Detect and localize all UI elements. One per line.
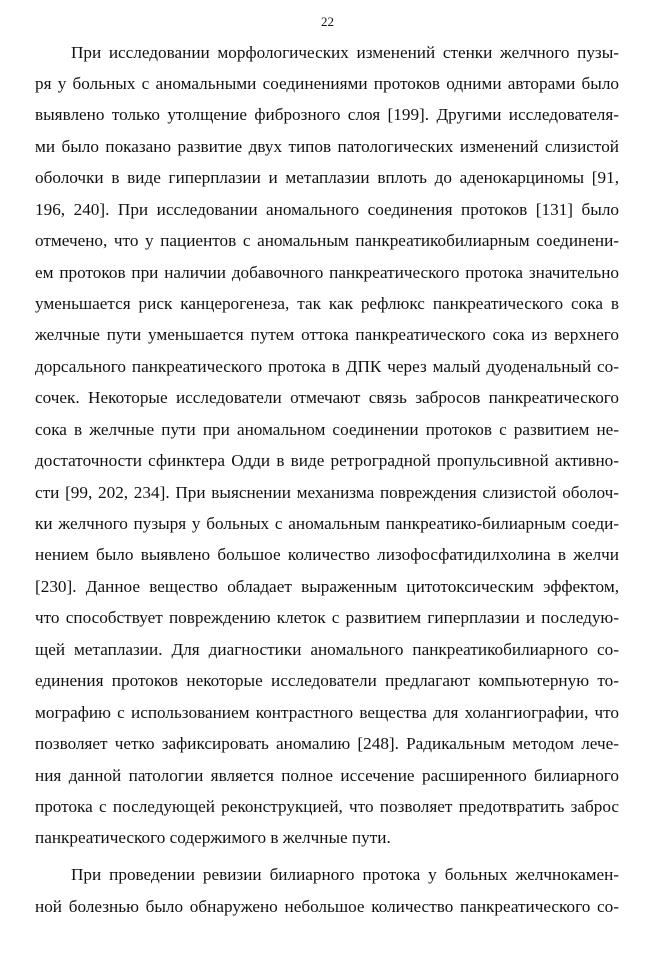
text-line: выявлено только утолщение фиброзного слоя [199]. Другими исследователя-	[35, 105, 619, 124]
text-line: При проведении ревизии билиарного протока у больных желчнокамен-	[71, 865, 619, 884]
text-line: При исследовании морфологических изменений стенки желчного пузы-	[71, 43, 619, 62]
text-line: [230]. Данное вещество обладает выраженным цитотоксическим эффектом,	[35, 577, 619, 596]
text-line: сти [99, 202, 234]. При выяснении механизма повреждения слизистой оболоч-	[35, 483, 619, 502]
text-line: ем протоков при наличии добавочного панкреатического протока значительно	[35, 263, 619, 282]
text-line: отмечено, что у пациентов с аномальным панкреатикобилиарным соединени-	[35, 231, 619, 250]
text-line: панкреатического содержимого в желчные пути.	[35, 828, 391, 847]
text-line: единения протоков некоторые исследователи предлагают компьютерную то-	[35, 671, 619, 690]
text-line: позволяет четко зафиксировать аномалию [248]. Радикальным методом лече-	[35, 734, 619, 753]
text-line: желчные пути уменьшается путем оттока панкреатического сока из верхнего	[35, 325, 619, 344]
text-line: что способствует повреждению клеток с развитием гиперплазии и последую-	[35, 608, 619, 627]
text-line: мографию с использованием контрастного вещества для холангиографии, что	[35, 703, 619, 722]
text-line: сока в желчные пути при аномальном соединении протоков с развитием не-	[35, 420, 619, 439]
text-line: уменьшается риск канцерогенеза, так как рефлюкс панкреатического сока в	[35, 294, 619, 313]
text-line: ной болезнью было обнаружено небольшое количество панкреатического со-	[35, 897, 619, 916]
text-line: ря у больных с аномальными соединениями протоков одними авторами было	[35, 74, 619, 93]
text-line: дорсального панкреатического протока в ДПК через малый дуоденальный со-	[35, 357, 619, 376]
text-line: протока с последующей реконструкцией, что позволяет предотвратить заброс	[35, 797, 619, 816]
text-line: достаточности сфинктера Одди в виде ретроградной пропульсивной активно-	[35, 451, 619, 470]
text-line: сочек. Некоторые исследователи отмечают связь забросов панкреатического	[35, 388, 619, 407]
text-line: оболочки в виде гиперплазии и метаплазии вплоть до аденокарциномы [91,	[35, 168, 619, 187]
text-line: ния данной патологии является полное иссечение расширенного билиарного	[35, 766, 619, 785]
page-number: 22	[321, 14, 334, 29]
text-line: ми было показано развитие двух типов патологических изменений слизистой	[35, 137, 619, 156]
text-line: 196, 240]. При исследовании аномального соединения протоков [131] было	[35, 200, 619, 219]
text-line: ки желчного пузыря у больных с аномальным панкреатико-билиарным соеди-	[35, 514, 619, 533]
text-line: щей метаплазии. Для диагностики аномального панкреатикобилиарного со-	[35, 640, 619, 659]
text-line: нением было выявлено большое количество лизофосфатидилхолина в желчи	[35, 545, 619, 564]
